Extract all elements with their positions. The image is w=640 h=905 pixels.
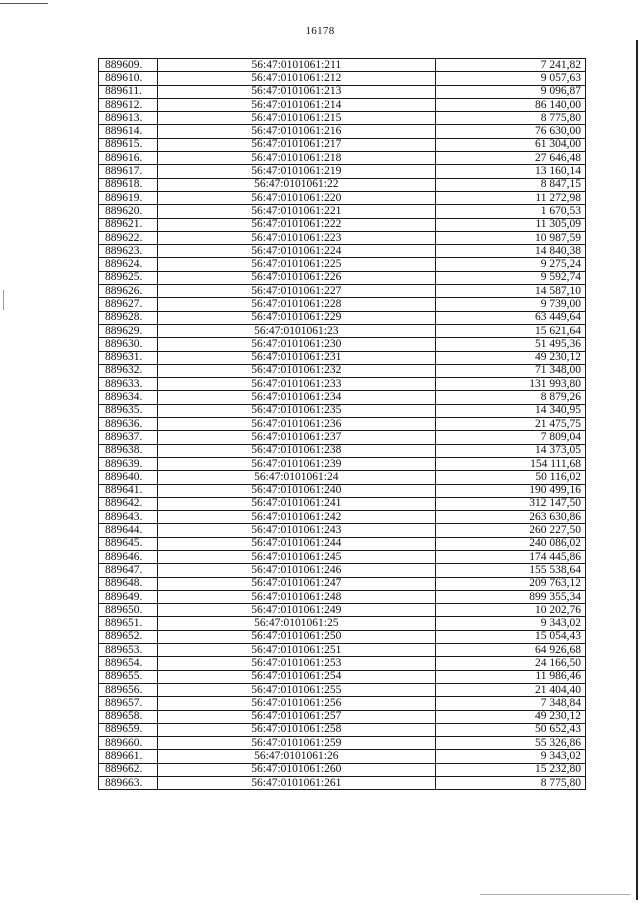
table-row xyxy=(99,364,586,377)
cadastral-number: 56:47:0101061:211 xyxy=(157,59,435,72)
row-number: 889633. xyxy=(99,378,158,391)
table-row xyxy=(99,511,586,524)
table-row xyxy=(99,644,586,657)
cadastral-number: 56:47:0101061:255 xyxy=(157,683,435,696)
table-row xyxy=(99,670,586,683)
table-row xyxy=(99,231,586,244)
table-row xyxy=(99,431,586,444)
row-number: 889622. xyxy=(99,231,158,244)
row-number: 889630. xyxy=(99,338,158,351)
row-number: 889619. xyxy=(99,191,158,204)
table-row xyxy=(99,457,586,470)
table-row xyxy=(99,657,586,670)
row-number: 889617. xyxy=(99,165,158,178)
row-number: 889615. xyxy=(99,138,158,151)
cadastral-value: 14 373,05 xyxy=(435,444,585,457)
cadastral-value: 76 630,00 xyxy=(435,125,585,138)
table-row xyxy=(99,338,586,351)
cadastral-value: 10 202,76 xyxy=(435,604,585,617)
table-row xyxy=(99,98,586,111)
cadastral-value: 9 343,02 xyxy=(435,617,585,630)
scan-edge-mark-left xyxy=(3,290,4,310)
cadastral-value: 51 495,36 xyxy=(435,338,585,351)
cadastral-value: 1 670,53 xyxy=(435,205,585,218)
cadastral-value: 15 621,64 xyxy=(435,324,585,337)
row-number: 889656. xyxy=(99,683,158,696)
scan-edge-mark-bottom xyxy=(480,894,630,895)
row-number: 889640. xyxy=(99,471,158,484)
cadastral-number: 56:47:0101061:213 xyxy=(157,85,435,98)
cadastral-value: 8 847,15 xyxy=(435,178,585,191)
table-body xyxy=(99,59,586,790)
table-row xyxy=(99,59,586,72)
scan-edge-mark-top xyxy=(0,3,48,4)
row-number: 889632. xyxy=(99,364,158,377)
table-row xyxy=(99,152,586,165)
cadastral-value: 8 775,80 xyxy=(435,777,585,790)
cadastral-number: 56:47:0101061:229 xyxy=(157,311,435,324)
cadastral-value: 9 096,87 xyxy=(435,85,585,98)
cadastral-number: 56:47:0101061:250 xyxy=(157,630,435,643)
cadastral-value: 155 538,64 xyxy=(435,564,585,577)
table-row xyxy=(99,85,586,98)
table-row xyxy=(99,604,586,617)
cadastral-number: 56:47:0101061:243 xyxy=(157,524,435,537)
cadastral-number: 56:47:0101061:258 xyxy=(157,723,435,736)
cadastral-number: 56:47:0101061:228 xyxy=(157,298,435,311)
cadastral-number: 56:47:0101061:257 xyxy=(157,710,435,723)
cadastral-value: 14 340,95 xyxy=(435,404,585,417)
cadastral-value: 13 160,14 xyxy=(435,165,585,178)
cadastral-number: 56:47:0101061:246 xyxy=(157,564,435,577)
cadastral-number: 56:47:0101061:260 xyxy=(157,763,435,776)
row-number: 889610. xyxy=(99,72,158,85)
table-row xyxy=(99,258,586,271)
cadastral-value: 312 147,50 xyxy=(435,497,585,510)
cadastral-number: 56:47:0101061:232 xyxy=(157,364,435,377)
row-number: 889623. xyxy=(99,245,158,258)
table-row xyxy=(99,777,586,790)
table-row xyxy=(99,191,586,204)
table-row xyxy=(99,444,586,457)
cadastral-number: 56:47:0101061:217 xyxy=(157,138,435,151)
row-number: 889625. xyxy=(99,271,158,284)
table-row xyxy=(99,418,586,431)
table-row xyxy=(99,125,586,138)
row-number: 889611. xyxy=(99,85,158,98)
cadastral-value: 7 809,04 xyxy=(435,431,585,444)
row-number: 889638. xyxy=(99,444,158,457)
table-row xyxy=(99,298,586,311)
row-number: 889641. xyxy=(99,484,158,497)
cadastral-number: 56:47:0101061:248 xyxy=(157,590,435,603)
cadastral-number: 56:47:0101061:259 xyxy=(157,737,435,750)
table-row xyxy=(99,723,586,736)
cadastral-number: 56:47:0101061:238 xyxy=(157,444,435,457)
table-row xyxy=(99,497,586,510)
row-number: 889639. xyxy=(99,457,158,470)
table-row xyxy=(99,72,586,85)
row-number: 889646. xyxy=(99,550,158,563)
table-row xyxy=(99,471,586,484)
cadastral-number: 56:47:0101061:236 xyxy=(157,418,435,431)
row-number: 889612. xyxy=(99,98,158,111)
row-number: 889629. xyxy=(99,324,158,337)
row-number: 889642. xyxy=(99,497,158,510)
row-number: 889634. xyxy=(99,391,158,404)
cadastral-value: 61 304,00 xyxy=(435,138,585,151)
table-row xyxy=(99,630,586,643)
cadastral-value: 64 926,68 xyxy=(435,644,585,657)
cadastral-value: 9 739,00 xyxy=(435,298,585,311)
cadastral-value: 263 630,86 xyxy=(435,511,585,524)
table-row xyxy=(99,737,586,750)
cadastral-number: 56:47:0101061:249 xyxy=(157,604,435,617)
cadastral-value: 11 986,46 xyxy=(435,670,585,683)
table-row xyxy=(99,750,586,763)
cadastral-number: 56:47:0101061:215 xyxy=(157,112,435,125)
cadastral-number: 56:47:0101061:227 xyxy=(157,285,435,298)
table-row xyxy=(99,245,586,258)
cadastral-value: 21 475,75 xyxy=(435,418,585,431)
cadastral-number: 56:47:0101061:234 xyxy=(157,391,435,404)
cadastral-value: 15 232,80 xyxy=(435,763,585,776)
cadastral-value: 50 652,43 xyxy=(435,723,585,736)
row-number: 889616. xyxy=(99,152,158,165)
scan-edge-mark-right xyxy=(636,40,638,900)
cadastral-number: 56:47:0101061:241 xyxy=(157,497,435,510)
cadastral-value: 50 116,02 xyxy=(435,471,585,484)
cadastral-value: 63 449,64 xyxy=(435,311,585,324)
table-row xyxy=(99,564,586,577)
table-row xyxy=(99,683,586,696)
table-row xyxy=(99,271,586,284)
row-number: 889657. xyxy=(99,697,158,710)
table-row xyxy=(99,178,586,191)
cadastral-value: 899 355,34 xyxy=(435,590,585,603)
table-row xyxy=(99,378,586,391)
cadastral-value: 15 054,43 xyxy=(435,630,585,643)
cadastral-number: 56:47:0101061:233 xyxy=(157,378,435,391)
row-number: 889645. xyxy=(99,537,158,550)
cadastral-value: 154 111,68 xyxy=(435,457,585,470)
table-row xyxy=(99,484,586,497)
cadastral-number: 56:47:0101061:261 xyxy=(157,777,435,790)
cadastral-value: 8 775,80 xyxy=(435,112,585,125)
row-number: 889659. xyxy=(99,723,158,736)
cadastral-number: 56:47:0101061:22 xyxy=(157,178,435,191)
row-number: 889620. xyxy=(99,205,158,218)
cadastral-value: 27 646,48 xyxy=(435,152,585,165)
cadastral-number: 56:47:0101061:254 xyxy=(157,670,435,683)
row-number: 889635. xyxy=(99,404,158,417)
table-row xyxy=(99,324,586,337)
cadastral-number: 56:47:0101061:242 xyxy=(157,511,435,524)
cadastral-value: 7 241,82 xyxy=(435,59,585,72)
cadastral-value: 8 879,26 xyxy=(435,391,585,404)
row-number: 889658. xyxy=(99,710,158,723)
cadastral-number: 56:47:0101061:235 xyxy=(157,404,435,417)
cadastral-value: 9 275,24 xyxy=(435,258,585,271)
cadastral-number: 56:47:0101061:231 xyxy=(157,351,435,364)
cadastral-number: 56:47:0101061:230 xyxy=(157,338,435,351)
table-row xyxy=(99,697,586,710)
cadastral-number: 56:47:0101061:221 xyxy=(157,205,435,218)
cadastral-value: 131 993,80 xyxy=(435,378,585,391)
row-number: 889614. xyxy=(99,125,158,138)
cadastral-number: 56:47:0101061:222 xyxy=(157,218,435,231)
cadastral-value: 86 140,00 xyxy=(435,98,585,111)
row-number: 889661. xyxy=(99,750,158,763)
cadastral-value: 14 840,38 xyxy=(435,245,585,258)
row-number: 889650. xyxy=(99,604,158,617)
cadastral-value: 260 227,50 xyxy=(435,524,585,537)
row-number: 889637. xyxy=(99,431,158,444)
cadastral-value: 7 348,84 xyxy=(435,697,585,710)
row-number: 889662. xyxy=(99,763,158,776)
cadastral-number: 56:47:0101061:220 xyxy=(157,191,435,204)
cadastral-number: 56:47:0101061:214 xyxy=(157,98,435,111)
table-row xyxy=(99,404,586,417)
cadastral-number: 56:47:0101061:240 xyxy=(157,484,435,497)
cadastral-number: 56:47:0101061:237 xyxy=(157,431,435,444)
table-row xyxy=(99,138,586,151)
cadastral-value: 24 166,50 xyxy=(435,657,585,670)
row-number: 889651. xyxy=(99,617,158,630)
cadastral-number: 56:47:0101061:24 xyxy=(157,471,435,484)
table-row xyxy=(99,524,586,537)
cadastral-value: 9 343,02 xyxy=(435,750,585,763)
cadastral-number: 56:47:0101061:23 xyxy=(157,324,435,337)
table-row xyxy=(99,285,586,298)
cadastral-number: 56:47:0101061:218 xyxy=(157,152,435,165)
cadastral-number: 56:47:0101061:256 xyxy=(157,697,435,710)
cadastral-value: 49 230,12 xyxy=(435,351,585,364)
row-number: 889643. xyxy=(99,511,158,524)
cadastral-number: 56:47:0101061:239 xyxy=(157,457,435,470)
cadastral-value: 9 057,63 xyxy=(435,72,585,85)
row-number: 889654. xyxy=(99,657,158,670)
cadastral-value: 9 592,74 xyxy=(435,271,585,284)
cadastral-number: 56:47:0101061:247 xyxy=(157,577,435,590)
cadastral-number: 56:47:0101061:25 xyxy=(157,617,435,630)
cadastral-number: 56:47:0101061:219 xyxy=(157,165,435,178)
cadastral-number: 56:47:0101061:251 xyxy=(157,644,435,657)
row-number: 889660. xyxy=(99,737,158,750)
cadastral-number: 56:47:0101061:26 xyxy=(157,750,435,763)
row-number: 889655. xyxy=(99,670,158,683)
table-row xyxy=(99,590,586,603)
cadastral-value: 11 305,09 xyxy=(435,218,585,231)
table-row xyxy=(99,617,586,630)
table-row xyxy=(99,218,586,231)
table-row xyxy=(99,351,586,364)
cadastral-value: 11 272,98 xyxy=(435,191,585,204)
cadastral-number: 56:47:0101061:245 xyxy=(157,550,435,563)
cadastral-value: 240 086,02 xyxy=(435,537,585,550)
cadastral-value: 10 987,59 xyxy=(435,231,585,244)
page-number: 16178 xyxy=(305,25,335,37)
table-row xyxy=(99,710,586,723)
row-number: 889647. xyxy=(99,564,158,577)
table-row xyxy=(99,165,586,178)
cadastral-value: 71 348,00 xyxy=(435,364,585,377)
row-number: 889649. xyxy=(99,590,158,603)
row-number: 889652. xyxy=(99,630,158,643)
cadastral-value: 21 404,40 xyxy=(435,683,585,696)
row-number: 889628. xyxy=(99,311,158,324)
row-number: 889644. xyxy=(99,524,158,537)
table-row xyxy=(99,112,586,125)
row-number: 889627. xyxy=(99,298,158,311)
cadastral-number: 56:47:0101061:224 xyxy=(157,245,435,258)
cadastral-value: 49 230,12 xyxy=(435,710,585,723)
row-number: 889636. xyxy=(99,418,158,431)
cadastral-value: 174 445,86 xyxy=(435,550,585,563)
table-row xyxy=(99,537,586,550)
table-row xyxy=(99,205,586,218)
row-number: 889663. xyxy=(99,777,158,790)
cadastral-table xyxy=(98,58,586,790)
table-row xyxy=(99,763,586,776)
cadastral-number: 56:47:0101061:216 xyxy=(157,125,435,138)
table-row xyxy=(99,311,586,324)
row-number: 889609. xyxy=(99,59,158,72)
row-number: 889613. xyxy=(99,112,158,125)
cadastral-number: 56:47:0101061:225 xyxy=(157,258,435,271)
cadastral-number: 56:47:0101061:226 xyxy=(157,271,435,284)
cadastral-value: 14 587,10 xyxy=(435,285,585,298)
row-number: 889631. xyxy=(99,351,158,364)
row-number: 889618. xyxy=(99,178,158,191)
row-number: 889626. xyxy=(99,285,158,298)
cadastral-value: 209 763,12 xyxy=(435,577,585,590)
row-number: 889621. xyxy=(99,218,158,231)
cadastral-number: 56:47:0101061:244 xyxy=(157,537,435,550)
table-row xyxy=(99,577,586,590)
cadastral-number: 56:47:0101061:223 xyxy=(157,231,435,244)
row-number: 889624. xyxy=(99,258,158,271)
cadastral-value: 190 499,16 xyxy=(435,484,585,497)
cadastral-number: 56:47:0101061:253 xyxy=(157,657,435,670)
table-row xyxy=(99,391,586,404)
table-row xyxy=(99,550,586,563)
cadastral-number: 56:47:0101061:212 xyxy=(157,72,435,85)
row-number: 889653. xyxy=(99,644,158,657)
row-number: 889648. xyxy=(99,577,158,590)
cadastral-value: 55 326,86 xyxy=(435,737,585,750)
